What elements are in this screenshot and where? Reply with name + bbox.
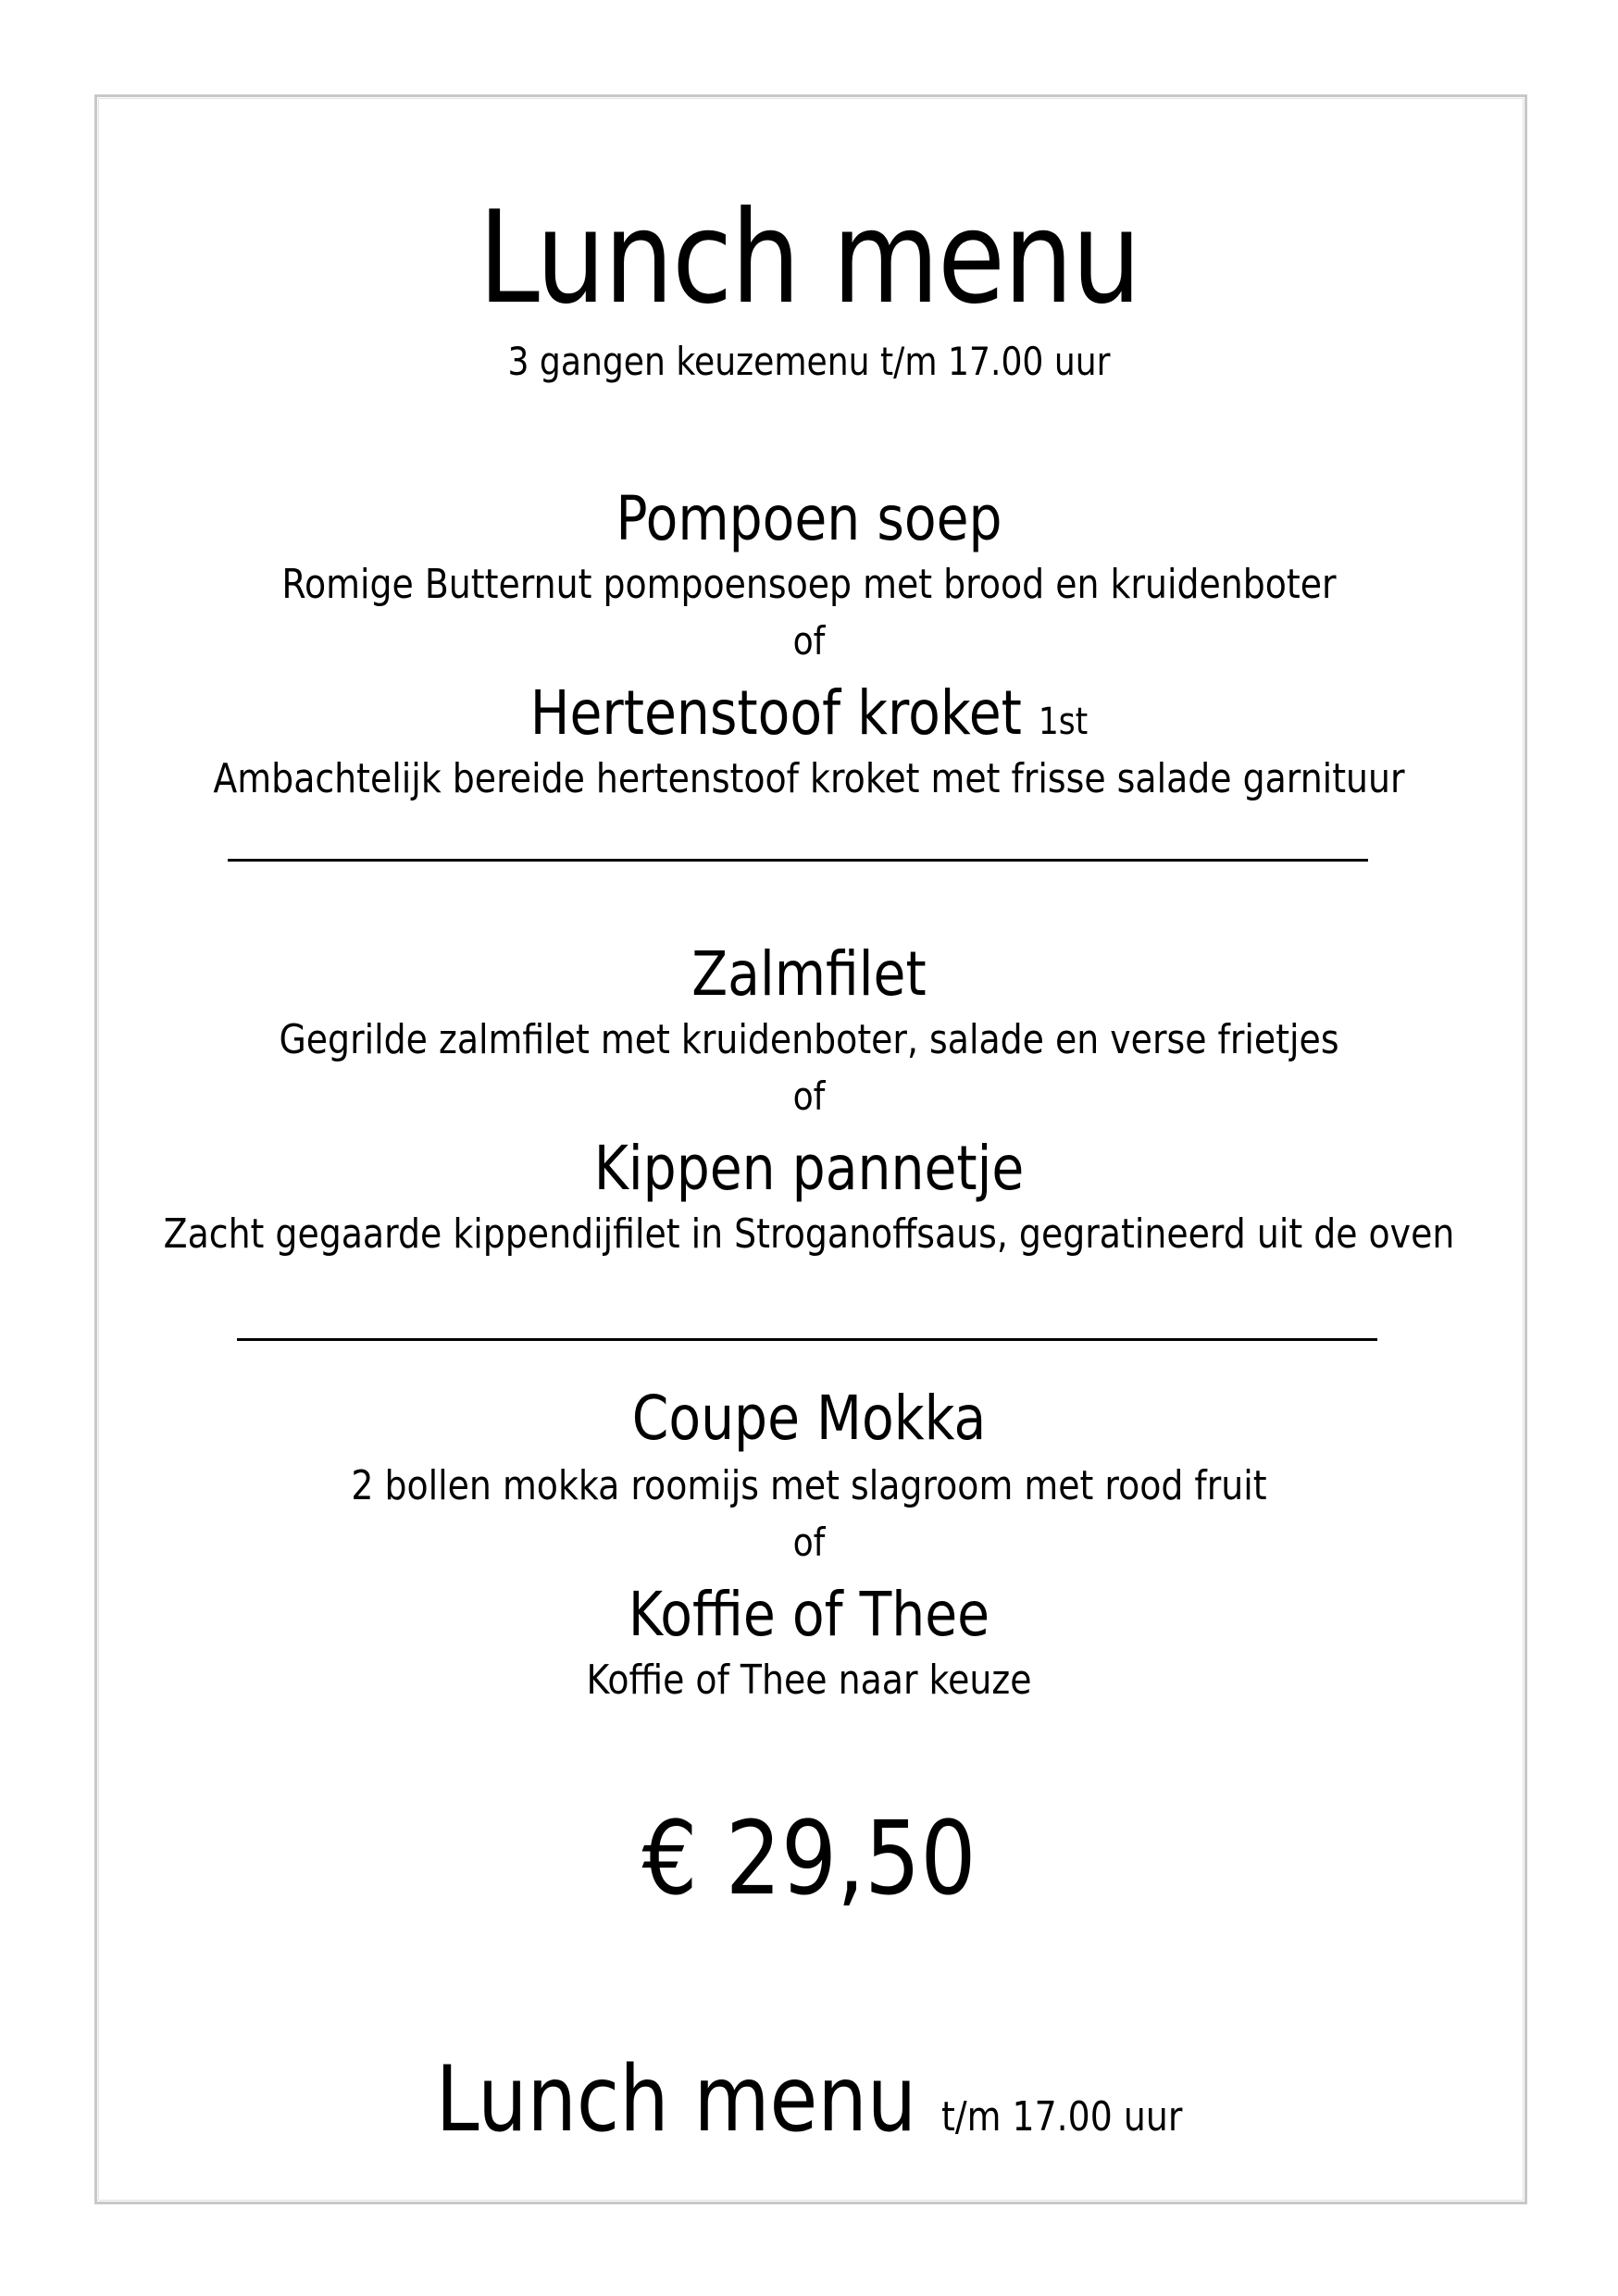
footer bbox=[113, 2047, 1504, 2153]
course1-option1-description: Romige Butternut pompoensoep met brood en kruidenboter bbox=[281, 561, 1337, 608]
course1-option2-title: Hertenstoof kroket bbox=[529, 677, 1022, 749]
course1-option2-description: Ambachtelijk bereide hertenstoof kroket met frisse salade garnituur bbox=[213, 755, 1405, 802]
menu-title: Lunch menu bbox=[478, 183, 1140, 332]
course2-option2-name: Kippen pannetje bbox=[593, 1133, 1025, 1204]
course1-or-label: of bbox=[792, 618, 826, 664]
separator-line bbox=[237, 1338, 1377, 1341]
course2-option1-description: Gegrilde zalmfilet met kruidenboter, salade en verse frietjes bbox=[279, 1016, 1339, 1063]
course1-option1-name: Pompoen soep bbox=[616, 483, 1002, 554]
course1-option2-name bbox=[113, 677, 1504, 749]
course1-option2-suffix: 1st bbox=[1038, 701, 1089, 743]
course3-or-label: of bbox=[792, 1520, 826, 1565]
course3-option1-description: 2 bollen mokka roomijs met slagroom met rood fruit bbox=[351, 1462, 1267, 1509]
separator-line bbox=[228, 859, 1368, 862]
course2-or-label: of bbox=[792, 1074, 826, 1119]
footer-note: t/m 17.00 uur bbox=[941, 2093, 1183, 2141]
menu-subtitle: 3 gangen keuzemenu t/m 17.00 uur bbox=[507, 339, 1111, 384]
course3-option2-description: Koffie of Thee naar keuze bbox=[586, 1657, 1032, 1704]
course2-option2-description: Zacht gegaarde kippendijfilet in Stroganoffsaus, gegratineerd uit de oven bbox=[163, 1210, 1455, 1258]
menu-price: € 29,50 bbox=[641, 1799, 977, 1917]
footer-title: Lunch menu bbox=[435, 2047, 917, 2153]
course3-option1-name: Coupe Mokka bbox=[631, 1383, 987, 1454]
course2-option1-name: Zalmfilet bbox=[691, 938, 927, 1010]
course3-option2-name: Koffie of Thee bbox=[628, 1579, 990, 1650]
